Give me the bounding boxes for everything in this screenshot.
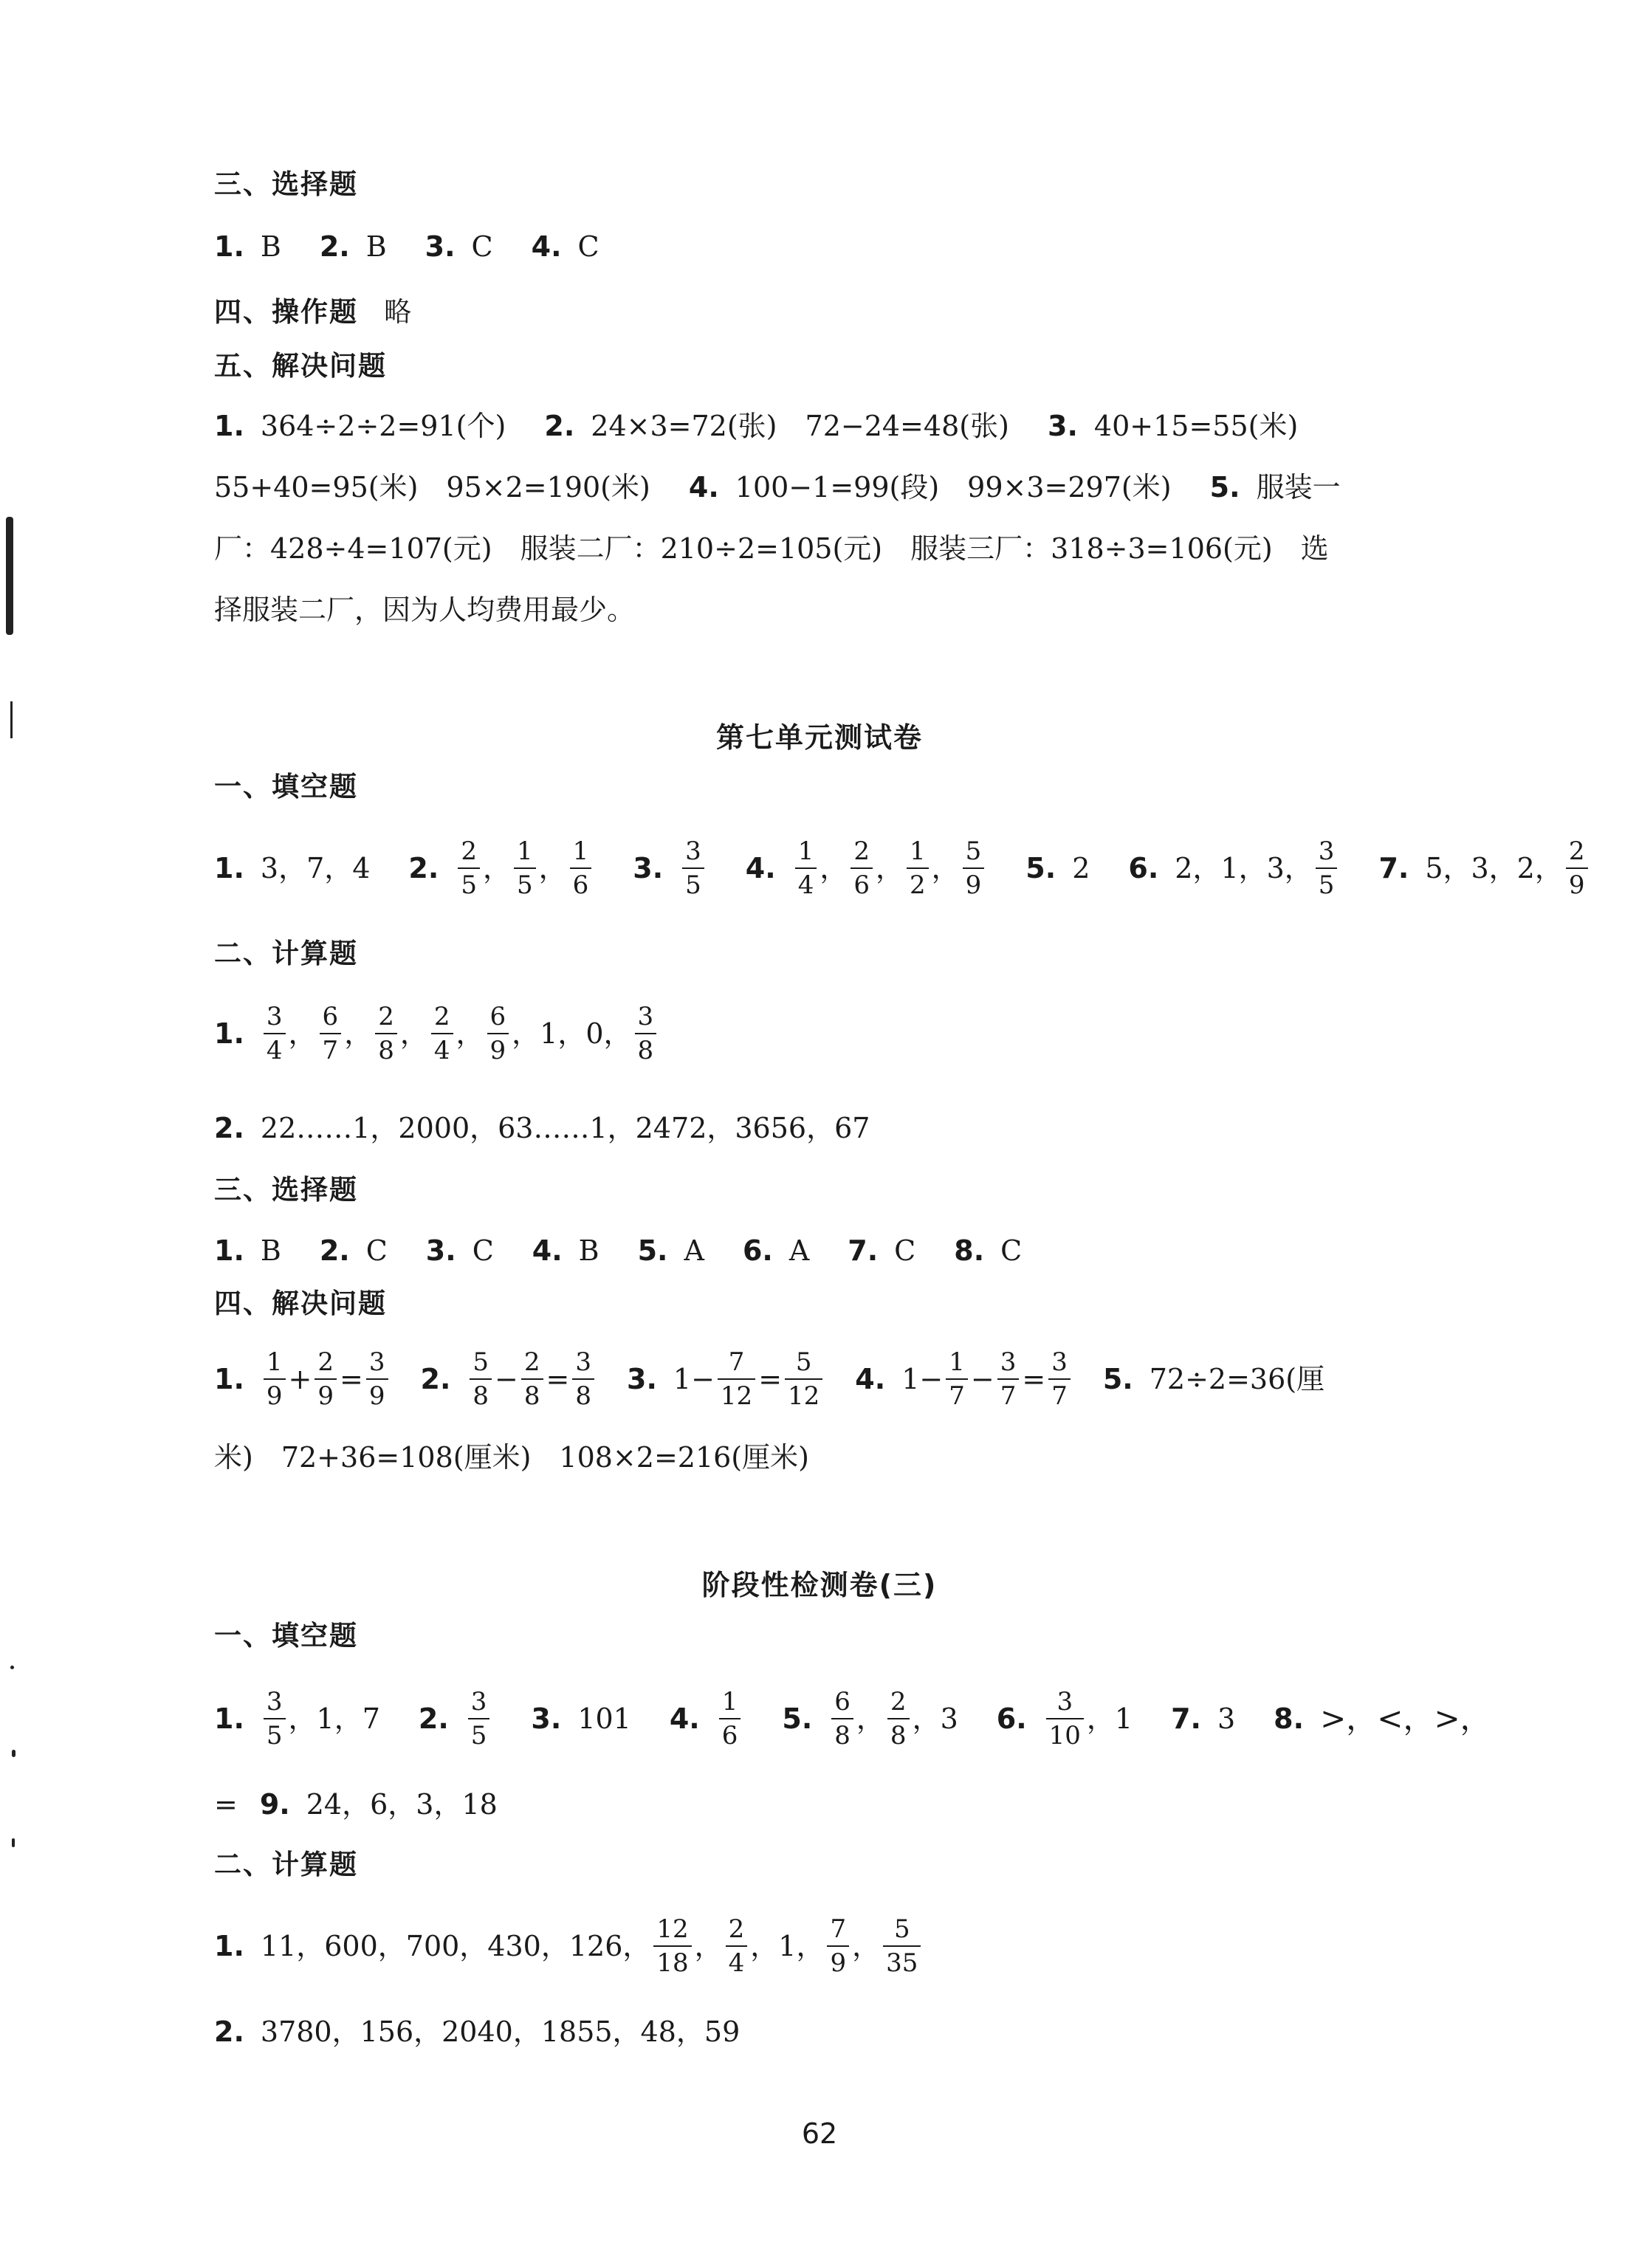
numerator: 5: [473, 1347, 489, 1377]
scan-edge-mark: [12, 1750, 16, 1757]
answer: >，<，>，: [1320, 1700, 1491, 1736]
scan-edge-mark: [12, 1838, 15, 1847]
denominator: 6: [851, 867, 873, 899]
numerator: 1: [516, 836, 533, 866]
answer: B: [365, 230, 387, 263]
fraction: [470, 1348, 492, 1410]
fraction: [718, 1348, 755, 1410]
fraction: [431, 1003, 453, 1065]
denominator: 5: [264, 1718, 286, 1750]
numerator: 12: [656, 1914, 689, 1944]
answer: B: [260, 1234, 281, 1267]
denominator: 8: [887, 1718, 910, 1750]
numerator: 2: [1568, 836, 1585, 866]
denominator: 35: [883, 1945, 921, 1977]
item-number: 7.: [1171, 1702, 1201, 1735]
numerator: 2: [523, 1347, 540, 1377]
denominator: 9: [366, 1378, 388, 1410]
item-number: 2.: [214, 2016, 244, 2048]
item-number: 4.: [531, 230, 562, 263]
denominator: 5: [682, 867, 704, 899]
fraction: [682, 837, 704, 899]
numerator: 1: [797, 836, 814, 866]
item-number: 5.: [1025, 852, 1056, 884]
answer: A: [788, 1234, 810, 1267]
denominator: 5: [458, 867, 480, 899]
fraction: [635, 1003, 657, 1065]
answer: 服装一: [1256, 471, 1341, 504]
answer: 3，7，4: [260, 852, 371, 884]
answer: ，1，: [750, 1930, 825, 1962]
numerator: 3: [1051, 1347, 1068, 1377]
fraction: [375, 1003, 397, 1065]
numerator: 3: [266, 1002, 283, 1031]
denominator: 8: [375, 1033, 397, 1065]
answer: ，1，0，: [512, 1017, 632, 1050]
answer: 2: [1072, 852, 1090, 884]
item-number: 1.: [214, 230, 244, 263]
answer: C: [894, 1234, 916, 1267]
denominator: 4: [726, 1945, 748, 1977]
fraction: [785, 1348, 822, 1410]
section-heading-fill: 一、填空题: [214, 771, 358, 803]
denominator: 7: [1048, 1378, 1071, 1410]
item-number: 8.: [954, 1234, 985, 1267]
answer: 米) 72+36=108(厘米) 108×2=216(厘米): [214, 1441, 809, 1474]
denominator: 12: [785, 1378, 822, 1410]
answer: C: [1000, 1234, 1023, 1267]
fraction: [887, 1688, 910, 1750]
fill-answers-row-1: [214, 1682, 1491, 1756]
denominator: 9: [827, 1945, 849, 1977]
item-number: 2.: [544, 410, 575, 442]
numerator: 2: [378, 1002, 394, 1031]
answer: 3780，156，2040，1855，48，59: [260, 2016, 741, 2048]
numerator: 3: [1000, 1347, 1017, 1377]
item-number: 2.: [319, 230, 350, 263]
numerator: 3: [1056, 1687, 1073, 1717]
answer: 22……1，2000，63……1，2472，3656，67: [260, 1112, 870, 1144]
item-number: 3.: [1048, 410, 1078, 442]
item-number: 4.: [855, 1363, 886, 1395]
item-number: 3.: [627, 1363, 657, 1395]
comma: ，: [694, 1930, 723, 1962]
section-heading-operation: 四、操作题: [214, 296, 358, 328]
fraction: [827, 1915, 849, 1977]
fraction: [1048, 1348, 1071, 1410]
section-heading-solve: 五、解决问题: [214, 350, 387, 382]
section-heading-calc: 二、计算题: [214, 1849, 358, 1880]
comma: ，: [820, 852, 848, 884]
denominator: 5: [1316, 867, 1338, 899]
denominator: 9: [264, 1378, 286, 1410]
choice-answers-row: [214, 226, 1456, 267]
section-heading-choice: 三、选择题: [214, 168, 358, 200]
fraction: [264, 1688, 286, 1750]
numerator: 5: [965, 836, 982, 866]
page-number: 62: [801, 2117, 838, 2150]
fraction: [997, 1348, 1020, 1410]
solve-answers: [214, 396, 1456, 641]
numerator: 6: [489, 1002, 506, 1031]
section-heading-fill: 一、填空题: [214, 1620, 358, 1652]
fraction: [264, 1003, 286, 1065]
answer: 100−1=99(段) 99×3=297(米): [735, 471, 1172, 504]
answer: C: [577, 230, 599, 263]
comma: ，: [482, 852, 511, 884]
numerator: 5: [893, 1914, 910, 1944]
answer: 364÷2÷2=91(个): [260, 410, 506, 442]
item-number: 4.: [669, 1702, 700, 1735]
answer: 3: [1217, 1702, 1236, 1735]
denominator: 9: [315, 1378, 337, 1410]
solve-answers-row-2: [214, 1437, 1456, 1478]
denominator: 8: [521, 1378, 543, 1410]
fraction: [1566, 837, 1588, 899]
fraction: [851, 837, 873, 899]
item-number: 1.: [214, 1017, 244, 1050]
answer: 5，3，2，: [1425, 852, 1563, 884]
operator: −: [495, 1363, 518, 1395]
numerator: 3: [266, 1687, 283, 1717]
fraction: [726, 1915, 748, 1977]
item-number: 8.: [1274, 1702, 1305, 1735]
fraction: [315, 1348, 337, 1410]
item-number: 2.: [420, 1363, 451, 1395]
item-number: 3.: [531, 1702, 562, 1735]
item-number: 9.: [259, 1788, 290, 1821]
operator: −: [970, 1363, 994, 1395]
item-number: 3.: [425, 1234, 456, 1267]
fraction: [572, 1348, 594, 1410]
numerator: 3: [470, 1687, 487, 1717]
denominator: 4: [431, 1033, 453, 1065]
numerator: 7: [728, 1347, 745, 1377]
numerator: 2: [461, 836, 477, 866]
section-heading-calc: 二、计算题: [214, 938, 358, 969]
fraction: [487, 1003, 509, 1065]
item-number: 2.: [214, 1112, 244, 1144]
comma: ，: [875, 852, 904, 884]
numerator: 1: [910, 836, 926, 866]
numerator: 1: [572, 836, 589, 866]
denominator: 8: [831, 1718, 853, 1750]
comma: ，: [852, 1930, 881, 1962]
operator: +: [288, 1363, 312, 1395]
denominator: 9: [1566, 867, 1588, 899]
calc-answers-row-1: [214, 997, 1456, 1071]
denominator: 8: [635, 1033, 657, 1065]
operator: =: [546, 1363, 570, 1395]
answer: 24，6，3，18: [306, 1788, 498, 1821]
operation-row: [214, 289, 1456, 329]
comma: ，: [931, 852, 960, 884]
fraction: [514, 837, 536, 899]
numerator: 3: [1318, 836, 1335, 866]
denominator: 18: [653, 1945, 691, 1977]
item-number: 6.: [1128, 852, 1159, 884]
fill-answers-row: [214, 831, 1585, 905]
denominator: 6: [719, 1718, 741, 1750]
item-number: 1.: [214, 1702, 244, 1735]
answer: 2，1，3，: [1175, 852, 1313, 884]
denominator: 12: [718, 1378, 755, 1410]
fraction: [1046, 1688, 1084, 1750]
scan-edge-mark: [6, 517, 13, 635]
fraction: [963, 837, 985, 899]
denominator: 10: [1046, 1718, 1084, 1750]
denominator: 9: [963, 867, 985, 899]
answer: 1−: [673, 1363, 715, 1395]
denominator: 7: [320, 1033, 342, 1065]
item-number: 3.: [425, 230, 456, 263]
answer: C: [471, 230, 493, 263]
section-heading-solve: 四、解决问题: [214, 1288, 387, 1319]
answer: A: [684, 1234, 704, 1267]
fraction: [521, 1348, 543, 1410]
numerator: 3: [368, 1347, 385, 1377]
calc-answers-row-2: [214, 2011, 1456, 2052]
operator: =: [1022, 1363, 1046, 1395]
fraction: [719, 1688, 741, 1750]
fraction: [570, 837, 592, 899]
denominator: 2: [907, 867, 929, 899]
item-number: 7.: [1378, 852, 1409, 884]
item-number: 4.: [688, 471, 719, 504]
numerator: 2: [433, 1002, 450, 1031]
numerator: 2: [890, 1687, 907, 1717]
answer: 厂：428÷4=107(元) 服装二厂：210÷2=105(元) 服装三厂：318÷3=106(元) 选: [214, 532, 1329, 565]
numerator: 1: [721, 1687, 738, 1717]
denominator: 7: [946, 1378, 968, 1410]
fraction: [264, 1348, 286, 1410]
denominator: 4: [795, 867, 817, 899]
answer: =: [214, 1788, 238, 1821]
fill-answers-row-2: [214, 1784, 1456, 1825]
denominator: 5: [468, 1718, 490, 1750]
item-number: 5.: [1209, 471, 1240, 504]
fraction: [883, 1915, 921, 1977]
answer: B: [260, 230, 281, 263]
denominator: 9: [487, 1033, 509, 1065]
item-number: 3.: [633, 852, 664, 884]
item-number: 1.: [214, 852, 244, 884]
answer: ，3: [912, 1702, 958, 1735]
test-title-stage3: 阶段性检测卷(三): [701, 1569, 938, 1601]
numerator: 2: [728, 1914, 745, 1944]
answer: 55+40=95(米) 95×2=190(米): [214, 471, 650, 504]
answer: 择服装二厂，因为人均费用最少。: [214, 594, 636, 626]
denominator: 7: [997, 1378, 1020, 1410]
numerator: 3: [637, 1002, 654, 1031]
operator: =: [340, 1363, 363, 1395]
denominator: 6: [570, 867, 592, 899]
operator: =: [758, 1363, 783, 1395]
fraction: [366, 1348, 388, 1410]
test-title-unit7: 第七单元测试卷: [715, 721, 923, 754]
item-number: 2.: [319, 1234, 350, 1267]
numerator: 3: [575, 1347, 591, 1377]
answer: 1−: [901, 1363, 944, 1395]
solve-answers-row-1: [214, 1342, 1456, 1416]
numerator: 1: [266, 1347, 283, 1377]
numerator: 5: [795, 1347, 812, 1377]
fraction: [1316, 837, 1338, 899]
numerator: 6: [834, 1687, 851, 1717]
fraction: [653, 1915, 691, 1977]
answer: ，1，7: [288, 1702, 380, 1735]
fraction: [468, 1688, 490, 1750]
choice-answers-row: [214, 1230, 1456, 1271]
item-number: 2.: [418, 1702, 449, 1735]
comma: ，: [344, 1017, 373, 1050]
item-number: 2.: [408, 852, 439, 884]
item-number: 5.: [637, 1234, 668, 1267]
comma: ，: [456, 1017, 484, 1050]
operation-answer: 略: [384, 296, 412, 328]
item-number: 4.: [532, 1234, 563, 1267]
answer: 72÷2=36(厘: [1149, 1363, 1325, 1395]
denominator: 8: [470, 1378, 492, 1410]
fraction: [795, 837, 817, 899]
answer: C: [365, 1234, 388, 1267]
section-heading-choice: 三、选择题: [214, 1174, 358, 1206]
item-number: 6.: [996, 1702, 1027, 1735]
numerator: 2: [853, 836, 870, 866]
numerator: 7: [830, 1914, 847, 1944]
fraction: [946, 1348, 968, 1410]
fraction: [907, 837, 929, 899]
item-number: 1.: [214, 410, 244, 442]
denominator: 8: [572, 1378, 594, 1410]
item-number: 1.: [214, 1930, 244, 1962]
answer: 24×3=72(张) 72−24=48(张): [591, 410, 1009, 442]
fraction: [320, 1003, 342, 1065]
fraction: [831, 1688, 853, 1750]
item-number: 1.: [214, 1363, 244, 1395]
scan-edge-mark: [10, 1666, 14, 1669]
answer: C: [472, 1234, 494, 1267]
answer: 101: [577, 1702, 631, 1735]
item-number: 7.: [848, 1234, 879, 1267]
comma: ，: [288, 1017, 317, 1050]
calc-answers-row-1: [214, 1909, 1456, 1983]
item-number: 5.: [782, 1702, 813, 1735]
numerator: 2: [317, 1347, 334, 1377]
calc-answers-row-2: [214, 1107, 1456, 1149]
answer: ，1: [1086, 1702, 1133, 1735]
item-number: 6.: [742, 1234, 773, 1267]
answer: 11，600，700，430，126，: [260, 1930, 651, 1962]
fraction: [458, 837, 480, 899]
answer: B: [578, 1234, 599, 1267]
denominator: 5: [514, 867, 536, 899]
numerator: 3: [685, 836, 701, 866]
answer: 40+15=55(米): [1093, 410, 1299, 442]
item-number: 4.: [745, 852, 776, 884]
denominator: 4: [264, 1033, 286, 1065]
numerator: 1: [949, 1347, 965, 1377]
item-number: 1.: [214, 1234, 244, 1267]
item-number: 5.: [1102, 1363, 1133, 1395]
comma: ，: [399, 1017, 428, 1050]
comma: ，: [538, 852, 567, 884]
comma: ，: [856, 1702, 884, 1735]
numerator: 6: [322, 1002, 339, 1031]
